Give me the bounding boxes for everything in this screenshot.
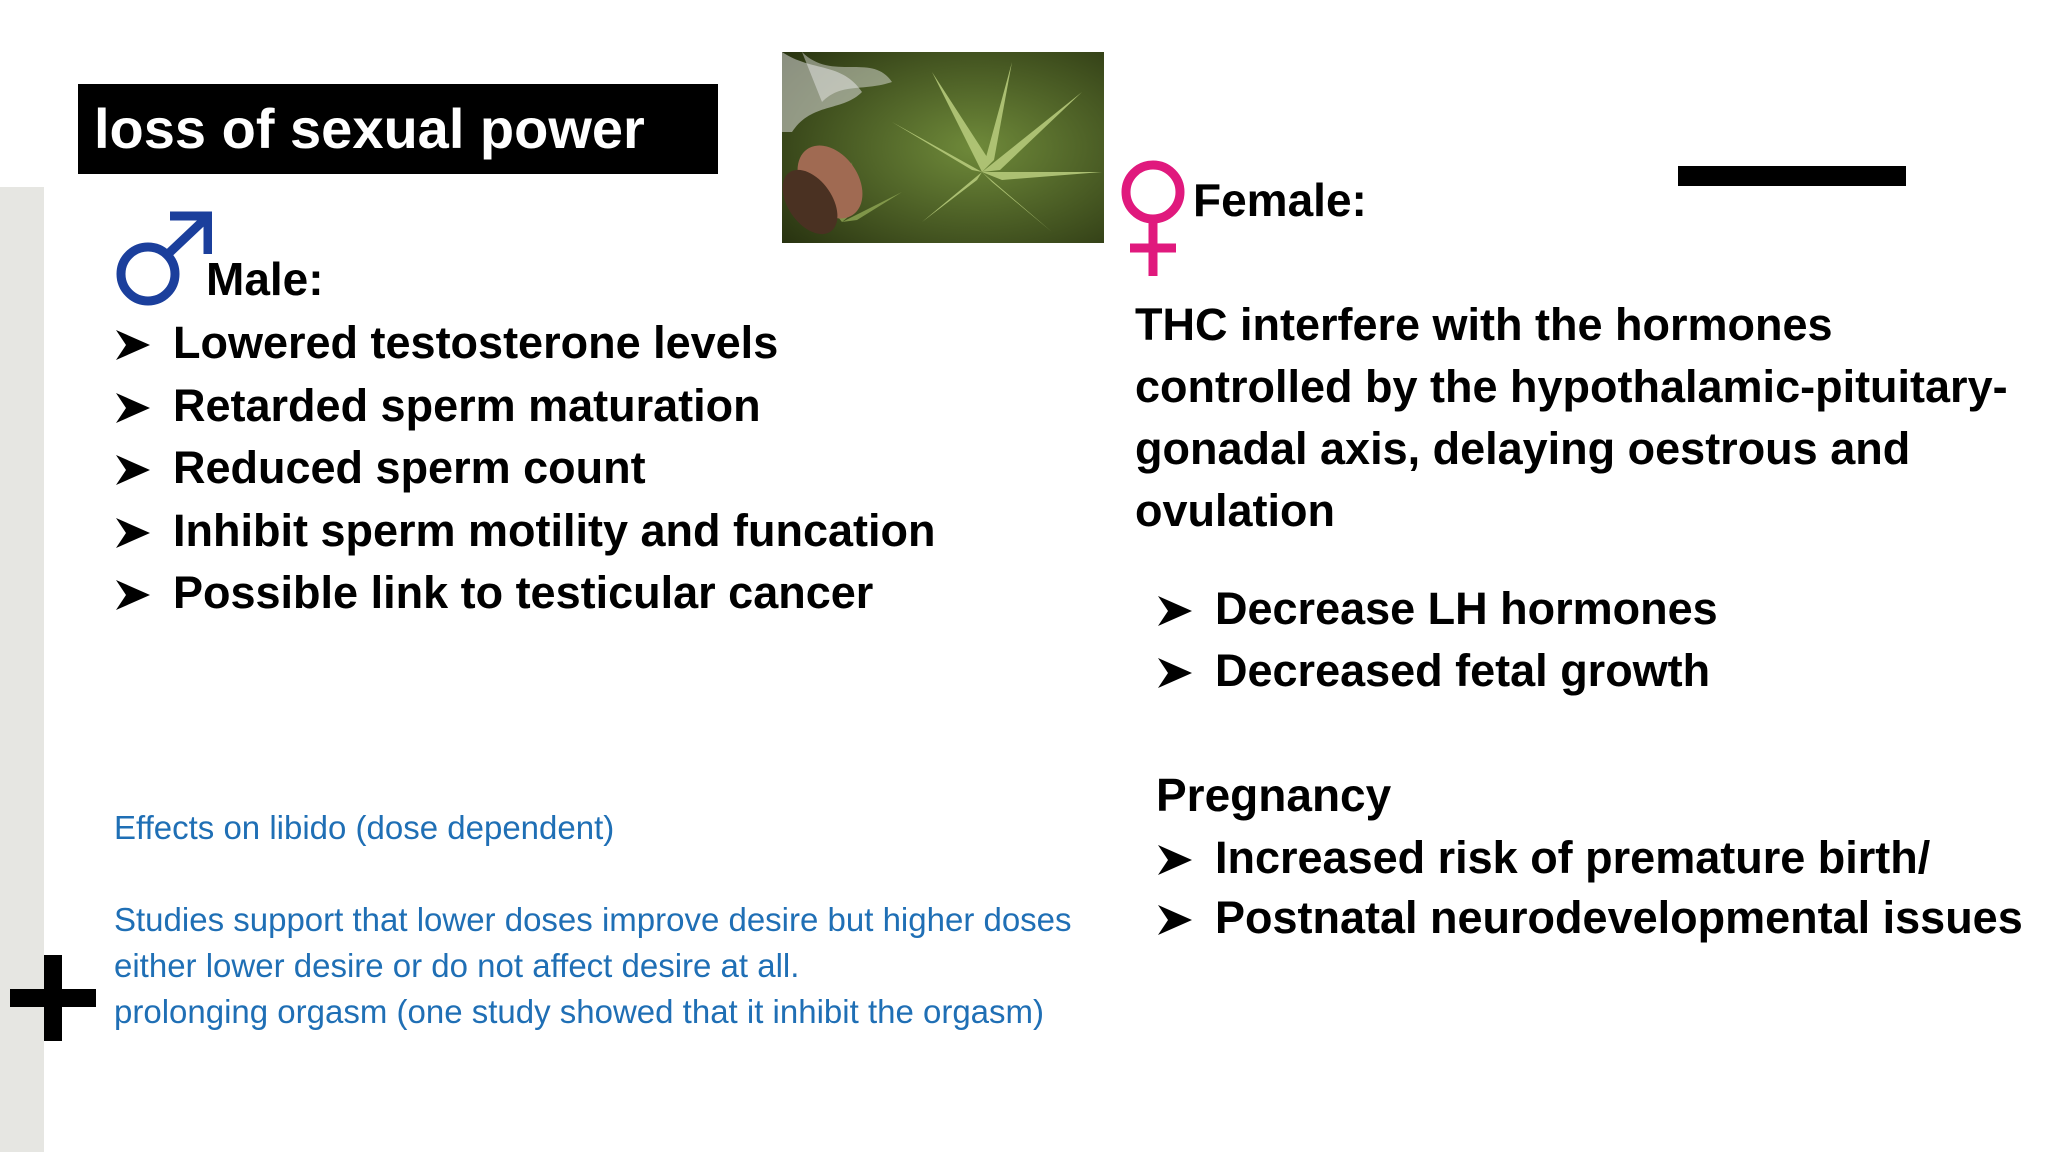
list-item: Possible link to testicular cancer <box>116 562 936 625</box>
list-item: Postnatal neurodevelopmental issues <box>1158 888 2023 948</box>
arrow-bullet-icon <box>1158 658 1192 688</box>
pregnancy-heading: Pregnancy <box>1156 769 1392 821</box>
arrow-bullet-icon <box>1158 905 1192 935</box>
cannabis-photo <box>782 52 1104 243</box>
list-item: Increased risk of premature birth/ <box>1158 828 2023 888</box>
arrow-bullet-icon <box>116 330 150 360</box>
pregnancy-effects-list <box>1158 828 2023 948</box>
libido-dose-text: Studies support that lower doses improve desire but higher doses either lower desire or do not affect desire at all. <box>114 901 1072 984</box>
list-item: Lowered testosterone levels <box>116 312 936 375</box>
arrow-bullet-icon <box>1158 845 1192 875</box>
slide-title: loss of sexual power <box>94 97 645 160</box>
arrow-bullet-icon <box>116 393 150 423</box>
decorative-dash <box>1678 166 1906 186</box>
arrow-bullet-icon <box>116 455 150 485</box>
libido-orgasm-text: prolonging orgasm (one study showed that it inhibit the orgasm) <box>114 993 1045 1030</box>
list-item: Decrease LH hormones <box>1158 578 1718 640</box>
arrow-bullet-icon <box>1158 596 1192 626</box>
female-effects-list <box>1158 578 1718 702</box>
male-effects-list <box>116 312 936 625</box>
list-item: Decreased fetal growth <box>1158 640 1718 702</box>
libido-heading: Effects on libido (dose dependent) <box>114 809 615 846</box>
female-thc-paragraph: THC interfere with the hormones controlled by the hypothalamic-pituitary-gonadal axis, delaying oestrous and ovulation <box>1135 299 2008 536</box>
male-symbol-icon <box>108 210 212 314</box>
plus-icon <box>10 955 96 1041</box>
female-symbol-icon <box>1118 158 1188 276</box>
list-item: Retarded sperm maturation <box>116 375 936 438</box>
male-heading: Male: <box>206 253 324 305</box>
arrow-bullet-icon <box>116 580 150 610</box>
list-item: Inhibit sperm motility and funcation <box>116 500 936 563</box>
female-heading: Female: <box>1193 174 1367 226</box>
arrow-bullet-icon <box>116 518 150 548</box>
list-item: Reduced sperm count <box>116 437 936 500</box>
